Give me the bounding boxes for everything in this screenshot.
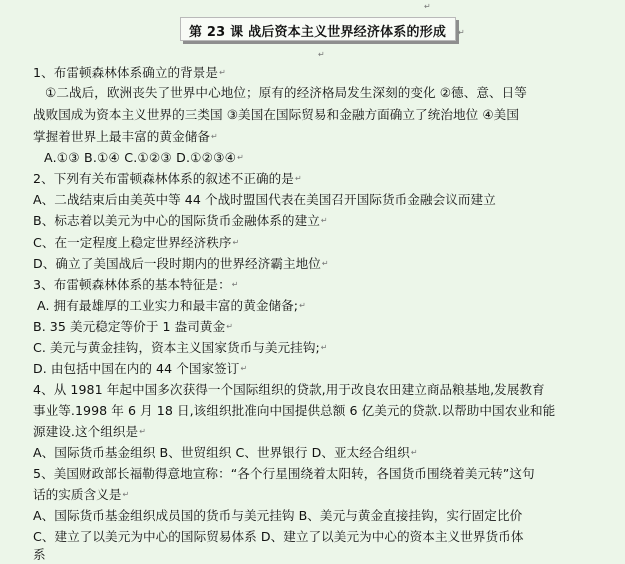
question-2-option-c: C、在一定程度上稳定世界经济秩序↵ [33, 235, 240, 250]
paragraph-mark: ↵ [232, 238, 240, 247]
paragraph-mark: ↵ [318, 50, 325, 59]
question-3-option-a: A. 拥有最雄厚的工业实力和最丰富的黄金储备;↵ [37, 298, 306, 313]
question-1-statements: ①二战后，欧洲丧失了世界中心地位；原有的经济格局发生深刻的变化 ②德、意、日等 [45, 85, 527, 100]
question-3-option-c: C. 美元与黄金挂钩，资本主义国家货币与美元挂钩;↵ [33, 340, 328, 355]
paragraph-mark: ↵ [139, 427, 146, 436]
question-4-options: A、国际货币基金组织 B、世贸组织 C、世界银行 D、亚太经合组织↵ [33, 445, 418, 460]
question-5-text: 话的实质含义是↵ [33, 487, 130, 502]
paragraph-mark: ↵ [240, 364, 248, 373]
question-2-option-d: D、确立了美国战后一段时期内的世界经济霸主地位↵ [33, 256, 329, 271]
question-2-option-a: A、二战结束后由美英中等 44 个战时盟国代表在美国召开国际货币金融会议而建立 [33, 192, 496, 207]
question-4: 4、从 1981 年起中国多次获得一个国际组织的贷款,用于改良农田建立商品粮基地,发展教育 [33, 382, 545, 397]
paragraph-mark: ↵ [231, 280, 239, 289]
paragraph-mark: ↵ [237, 153, 245, 162]
paragraph-mark: ↵ [294, 174, 302, 183]
question-4-text: 源建设.这个组织是↵ [33, 424, 146, 439]
paragraph-mark: ↵ [219, 68, 226, 77]
question-3: 3、布雷顿森林体系的基本特征是：↵ [33, 277, 239, 292]
paragraph-mark: ↵ [424, 2, 431, 11]
title-box [180, 17, 456, 41]
paragraph-mark: ↵ [321, 259, 329, 268]
document-title: 第 23 课 战后资本主义世界经济体系的形成 [189, 25, 447, 40]
question-1-statements: 掌握着世界上最丰富的黄金储备↵ [33, 129, 218, 144]
question-2: 2、下列有关布雷顿森林体系的叙述不正确的是↵ [33, 171, 302, 186]
paragraph-mark: ↵ [122, 490, 130, 499]
paragraph-mark: ↵ [226, 322, 233, 331]
paragraph-mark: ↵ [299, 301, 306, 310]
question-1-options: A.①③ B.①④ C.①②③ D.①②③④↵ [44, 150, 245, 165]
question-5-options-ab: A、国际货币基金组织成员国的货币与美元挂钩 B、美元与黄金直接挂钩，实行固定比价 [33, 508, 523, 523]
paragraph-mark: ↵ [410, 448, 418, 457]
question-5-options-cd: 系 [33, 547, 46, 562]
question-5-options-cd: C、建立了以美元为中心的国际贸易体系 D、建立了以美元为中心的资本主义世界货币体 [33, 529, 524, 544]
question-2-option-b: B、标志着以美元为中心的国际货币金融体系的建立↵ [33, 213, 328, 228]
paragraph-mark: ↵ [320, 343, 328, 352]
paragraph-mark: ↵ [320, 216, 328, 225]
question-3-option-b: B. 35 美元稳定等价于 1 盎司黄金↵ [33, 319, 233, 334]
question-5: 5、美国财政部长福勒得意地宣称：“各个行星围绕着太阳转，各国货币围绕着美元转”这句 [33, 466, 535, 481]
paragraph-mark: ↵ [211, 132, 218, 141]
question-1: 1、布雷顿森林体系确立的背景是↵ [33, 65, 226, 80]
question-4-text: 事业等.1998 年 6 月 18 日,该组织批准向中国提供总额 6 亿美元的贷款.以帮助中国农业和能 [33, 403, 556, 418]
question-3-option-d: D. 由包括中国在内的 44 个国家签订↵ [33, 361, 248, 376]
question-1-statements: 战败国成为资本主义世界的三类国 ③美国在国际贸易和金融方面确立了统治地位 ④美国 [33, 107, 519, 122]
paragraph-mark: ↵ [458, 28, 465, 37]
